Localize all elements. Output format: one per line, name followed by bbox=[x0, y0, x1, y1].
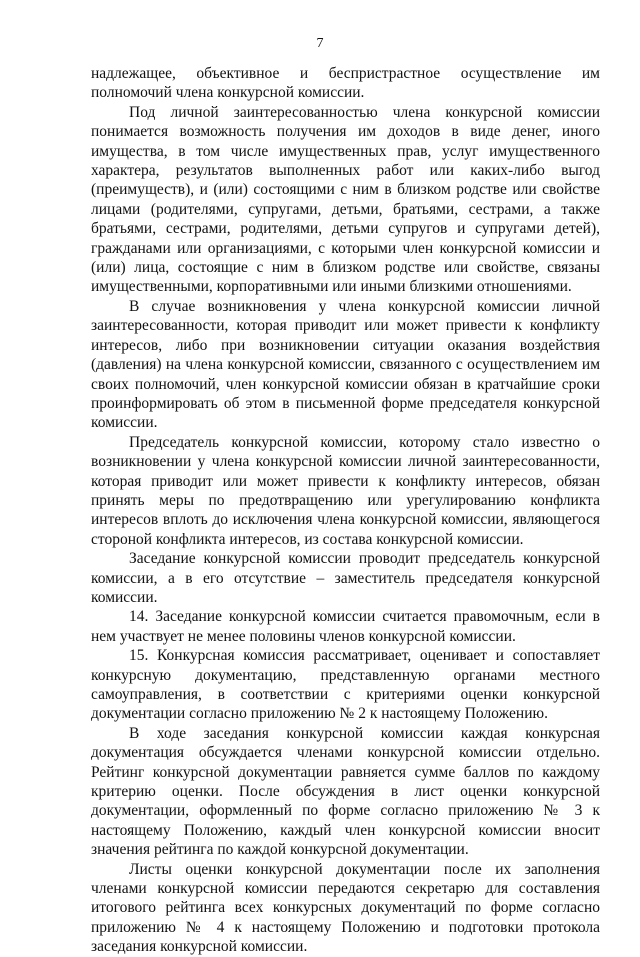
paragraph-chairman-measures: Председатель конкурсной комиссии, которому стало известно о возникновении у члена конкурсной комиссии личной заинтересованности, которая приводит или может привести к конфликту интересов, обязан принять меры по предотвращению или урегулированию конфликта интересов вплоть до исключения члена конкурсной комиссии, являющегося стороной конфликта интересов, из состава конкурсной комиссии. bbox=[91, 433, 600, 548]
document-body bbox=[91, 64, 600, 957]
paragraph-meeting-chair: Заседание конкурсной комиссии проводит председатель конкурсной комиссии, а в его отсутствие – заместитель председателя конкурсной комиссии. bbox=[91, 550, 600, 606]
paragraph-personal-interest-definition: Под личной заинтересованностью члена конкурсной комиссии понимается возможность получения им доходов в виде денег, иного имущества, в том числе имущественных прав, услуг имущественного характера, результатов выполненных работ или каких-либо выгод (преимуществ), и (или) состоящими с ним в близком родстве или свойстве лицами (родителями, супругами, детьми, братьями, сестрами, а также братьями, сестрами, родителями, детьми супругов и супругами детей), гражданами или организациями, с которыми член конкурсной комиссии и (или) лица, состоящие с ним в близком родстве или свойстве, связаны имущественными, корпоративными или иными близкими отношениями. bbox=[91, 103, 600, 296]
paragraph-rating-procedure: В ходе заседания конкурсной комиссии каждая конкурсная документация обсуждается членами конкурсной комиссии отдельно. Рейтинг конкурсной документации равняется сумме баллов по каждому критерию оценки. После обсуждения в лист оценки конкурсной документации, оформленный по форме согласно приложению № 3 к настоящему Положению, каждый член конкурсной комиссии вносит значения рейтинга по каждой конкурсной документации. bbox=[91, 724, 600, 859]
paragraph-continuation: надлежащее, объективное и беспристрастное осуществление им полномочий члена конкурсной комиссии. bbox=[91, 65, 600, 102]
page-number: 7 bbox=[316, 36, 324, 51]
paragraph-evaluation-sheets: Листы оценки конкурсной документации после их заполнения членами конкурсной комиссии передаются секретарю для составления итогового рейтинга всех конкурсных документаций по форме согласно приложению № 4 к настоящему Положению и подготовки протокола заседания конкурсной комиссии. bbox=[91, 860, 600, 956]
paragraph-item-14-quorum: 14. Заседание конкурсной комиссии считается правомочным, если в нем участвует не менее половины членов конкурсной комиссии. bbox=[91, 608, 600, 645]
paragraph-item-15-evaluation: 15. Конкурсная комиссия рассматривает, оценивает и сопоставляет конкурсную документацию, представленную органами местного самоуправления, в соответствии с критериями оценки конкурсной документации согласно приложению № 2 к настоящему Положению. bbox=[91, 647, 600, 723]
paragraph-conflict-notification: В случае возникновения у члена конкурсной комиссии личной заинтересованности, которая приводит или может привести к конфликту интересов, либо при возникновении ситуации оказания воздействия (давления) на члена конкурсной комиссии, связанного с осуществлением им своих полномочий, член конкурсной комиссии обязан в кратчайшие сроки проинформировать об этом в письменной форме председателя конкурсной комиссии. bbox=[91, 297, 600, 432]
